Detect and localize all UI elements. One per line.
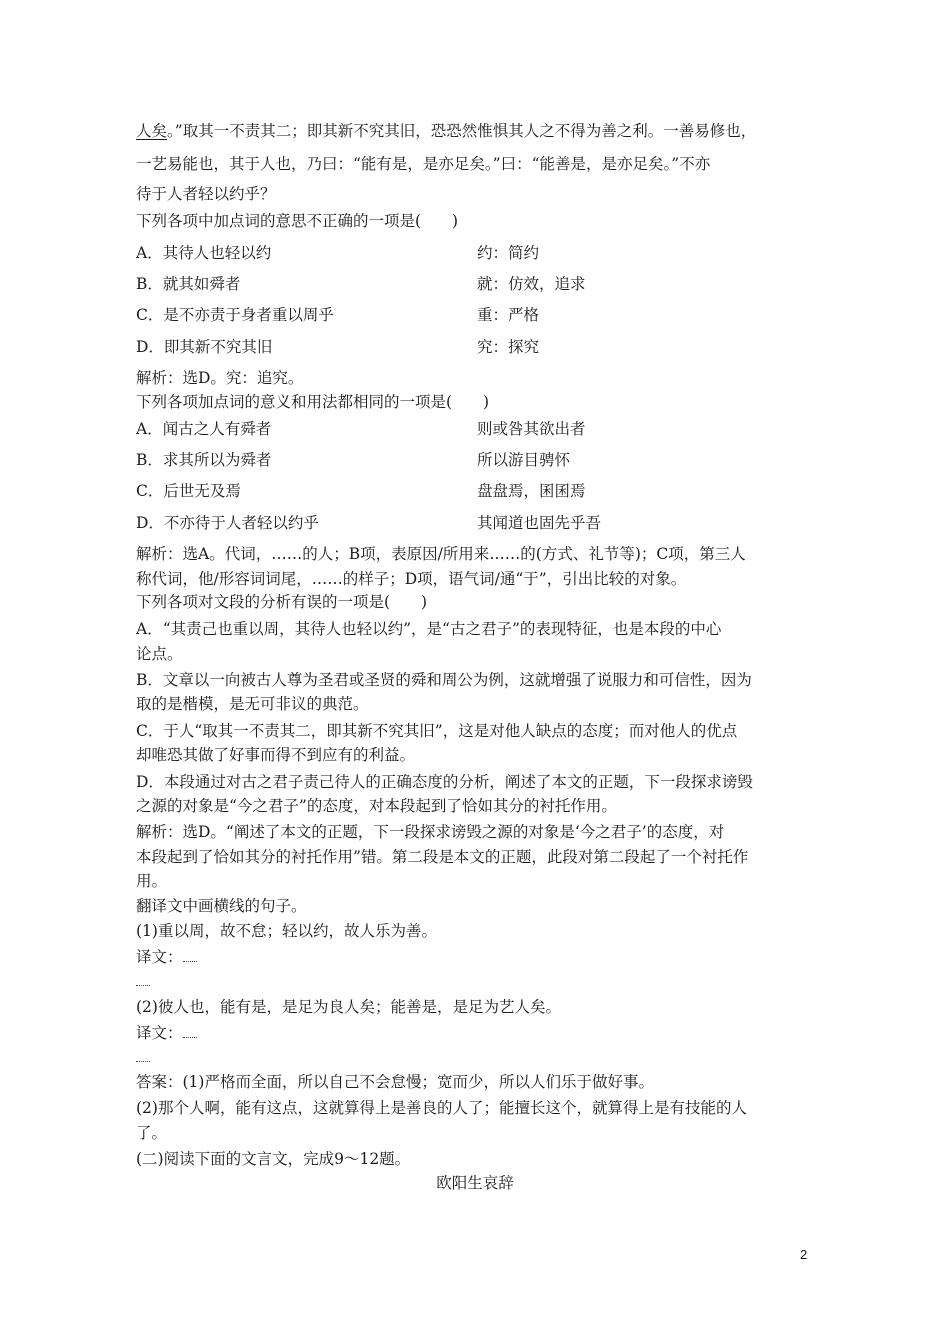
passage-line-2: 一艺易能也，其于人也，乃曰：“能有是，是亦足矣。”曰：“能善是，是亦足矣。”不亦 — [136, 155, 711, 173]
answer-blank-line — [183, 1025, 197, 1038]
q3-option-c-line-1: C．于人“取其一不责其二，即其新不究其旧”，这是对他人缺点的态度；而对他人的优点 — [136, 722, 738, 740]
answer-blank-line — [183, 949, 197, 962]
q4-answer-1: 答案：(1)严格而全面，所以自己不会怠慢；宽而少，所以人们乐于做好事。 — [136, 1073, 654, 1091]
q4-sentence-1: (1)重以周，故不怠；轻以约，故人乐为善。 — [136, 922, 437, 940]
q1-option-d-gloss: 究：探究 — [477, 338, 540, 356]
q2-option-d-compare: 其闻道也固先乎吾 — [477, 514, 602, 532]
q1-option-a-gloss: 约：简约 — [477, 244, 540, 262]
q4-sentence-2: (2)彼人也，能有是，是足为良人矣；能善是，是足为艺人矣。 — [136, 998, 561, 1016]
q3-option-c-line-2: 却唯恐其做了好事而得不到应有的利益。 — [136, 746, 416, 764]
passage-title: 欧阳生哀辞 — [436, 1174, 514, 1192]
q2-option-c-compare: 盘盘焉，囷囷焉 — [477, 482, 586, 500]
q3-option-b-line-1: B．文章以一向被古人尊为圣君或圣贤的舜和周公为例，这就增强了说服力和可信性，因为 — [136, 671, 752, 689]
q1-option-b-gloss: 就：仿效，追求 — [477, 275, 586, 293]
question-4-stem: 翻译文中画横线的句子。 — [136, 897, 307, 915]
q2-option-a-compare: 则或咎其欲出者 — [477, 420, 586, 438]
q2-option-b: B．求其所以为舜者 — [136, 451, 272, 469]
q4-answer-2-line-2: 了。 — [136, 1124, 168, 1142]
q1-option-d: D．即其新不究其旧 — [136, 338, 273, 356]
q4-translation-1: 译文： — [136, 946, 816, 968]
q1-analysis: 解析：选D。究：追究。 — [136, 369, 304, 387]
q3-option-b-line-2: 取的是楷模，是无可非议的典范。 — [136, 695, 369, 713]
q3-analysis-line-1: 解析：选D。“阐述了本文的正题，下一段探求谤毁之源的对象是‘今之君子’的态度，对 — [136, 823, 725, 841]
answer-blank-continuation — [136, 970, 816, 992]
question-3-stem: 下列各项对文段的分析有误的一项是( ) — [136, 593, 428, 611]
page-number: 2 — [800, 1247, 808, 1262]
question-1-stem: 下列各项中加点词的意思不正确的一项是( ) — [136, 212, 459, 230]
q4-answer-2-line-1: (2)那个人啊，能有这点，这就算得上是善良的人了；能擅长这个，就算得上是有技能的人 — [136, 1099, 747, 1117]
q3-option-a-line-1: A．“其责己也重以周，其待人也轻以约”，是“古之君子”的表现特征，也是本段的中心 — [136, 620, 722, 638]
q2-option-d: D．不亦待于人者轻以约乎 — [136, 514, 319, 532]
q3-option-a-line-2: 论点。 — [136, 645, 183, 663]
passage-line-1: 人矣。”取其一不责其二；即其新不究其旧，恐恐然惟惧其人之不得为善之利。一善易修也， — [136, 122, 757, 140]
underlined-sentence: 人矣 — [136, 122, 168, 140]
passage-line-3: 待于人者轻以约乎？ — [136, 185, 276, 203]
q1-option-b: B．就其如舜者 — [136, 275, 241, 293]
q1-option-c: C．是不亦责于身者重以周乎 — [136, 306, 334, 324]
q2-option-c: C．后世无及焉 — [136, 482, 241, 500]
section-intro: (二)阅读下面的文言文，完成9～12题。 — [136, 1150, 411, 1168]
q4-translation-2: 译文： — [136, 1022, 816, 1044]
q1-option-a: A．其待人也轻以约 — [136, 244, 272, 262]
q3-analysis-line-3: 用。 — [136, 872, 168, 890]
q2-analysis-line-1: 解析：选A。代词，……的人；B项，表原因/所用来……的(方式、礼节等)；C项，第三人 — [136, 545, 746, 563]
q3-option-d-line-1: D．本段通过对古之君子责己待人的正确态度的分析，阐述了本文的正题，下一段探求谤毁 — [136, 773, 753, 791]
q2-option-a: A．闻古之人有舜者 — [136, 420, 272, 438]
q2-option-b-compare: 所以游目骋怀 — [477, 451, 571, 469]
q3-option-d-line-2: 之源的对象是“今之君子”的态度，对本段起到了恰如其分的衬托作用。 — [136, 797, 617, 815]
answer-blank-continuation — [136, 1046, 816, 1068]
q2-analysis-line-2: 称代词，他/形容词词尾，……的样子；D项，语气词/通“于”，引出比较的对象。 — [136, 570, 687, 588]
q3-analysis-line-2: 本段起到了恰如其分的衬托作用”错。第二段是本文的正题，此段对第二段起了一个衬托作 — [136, 848, 749, 866]
question-2-stem: 下列各项加点词的意义和用法都相同的一项是( ) — [136, 393, 490, 411]
q1-option-c-gloss: 重：严格 — [477, 306, 540, 324]
